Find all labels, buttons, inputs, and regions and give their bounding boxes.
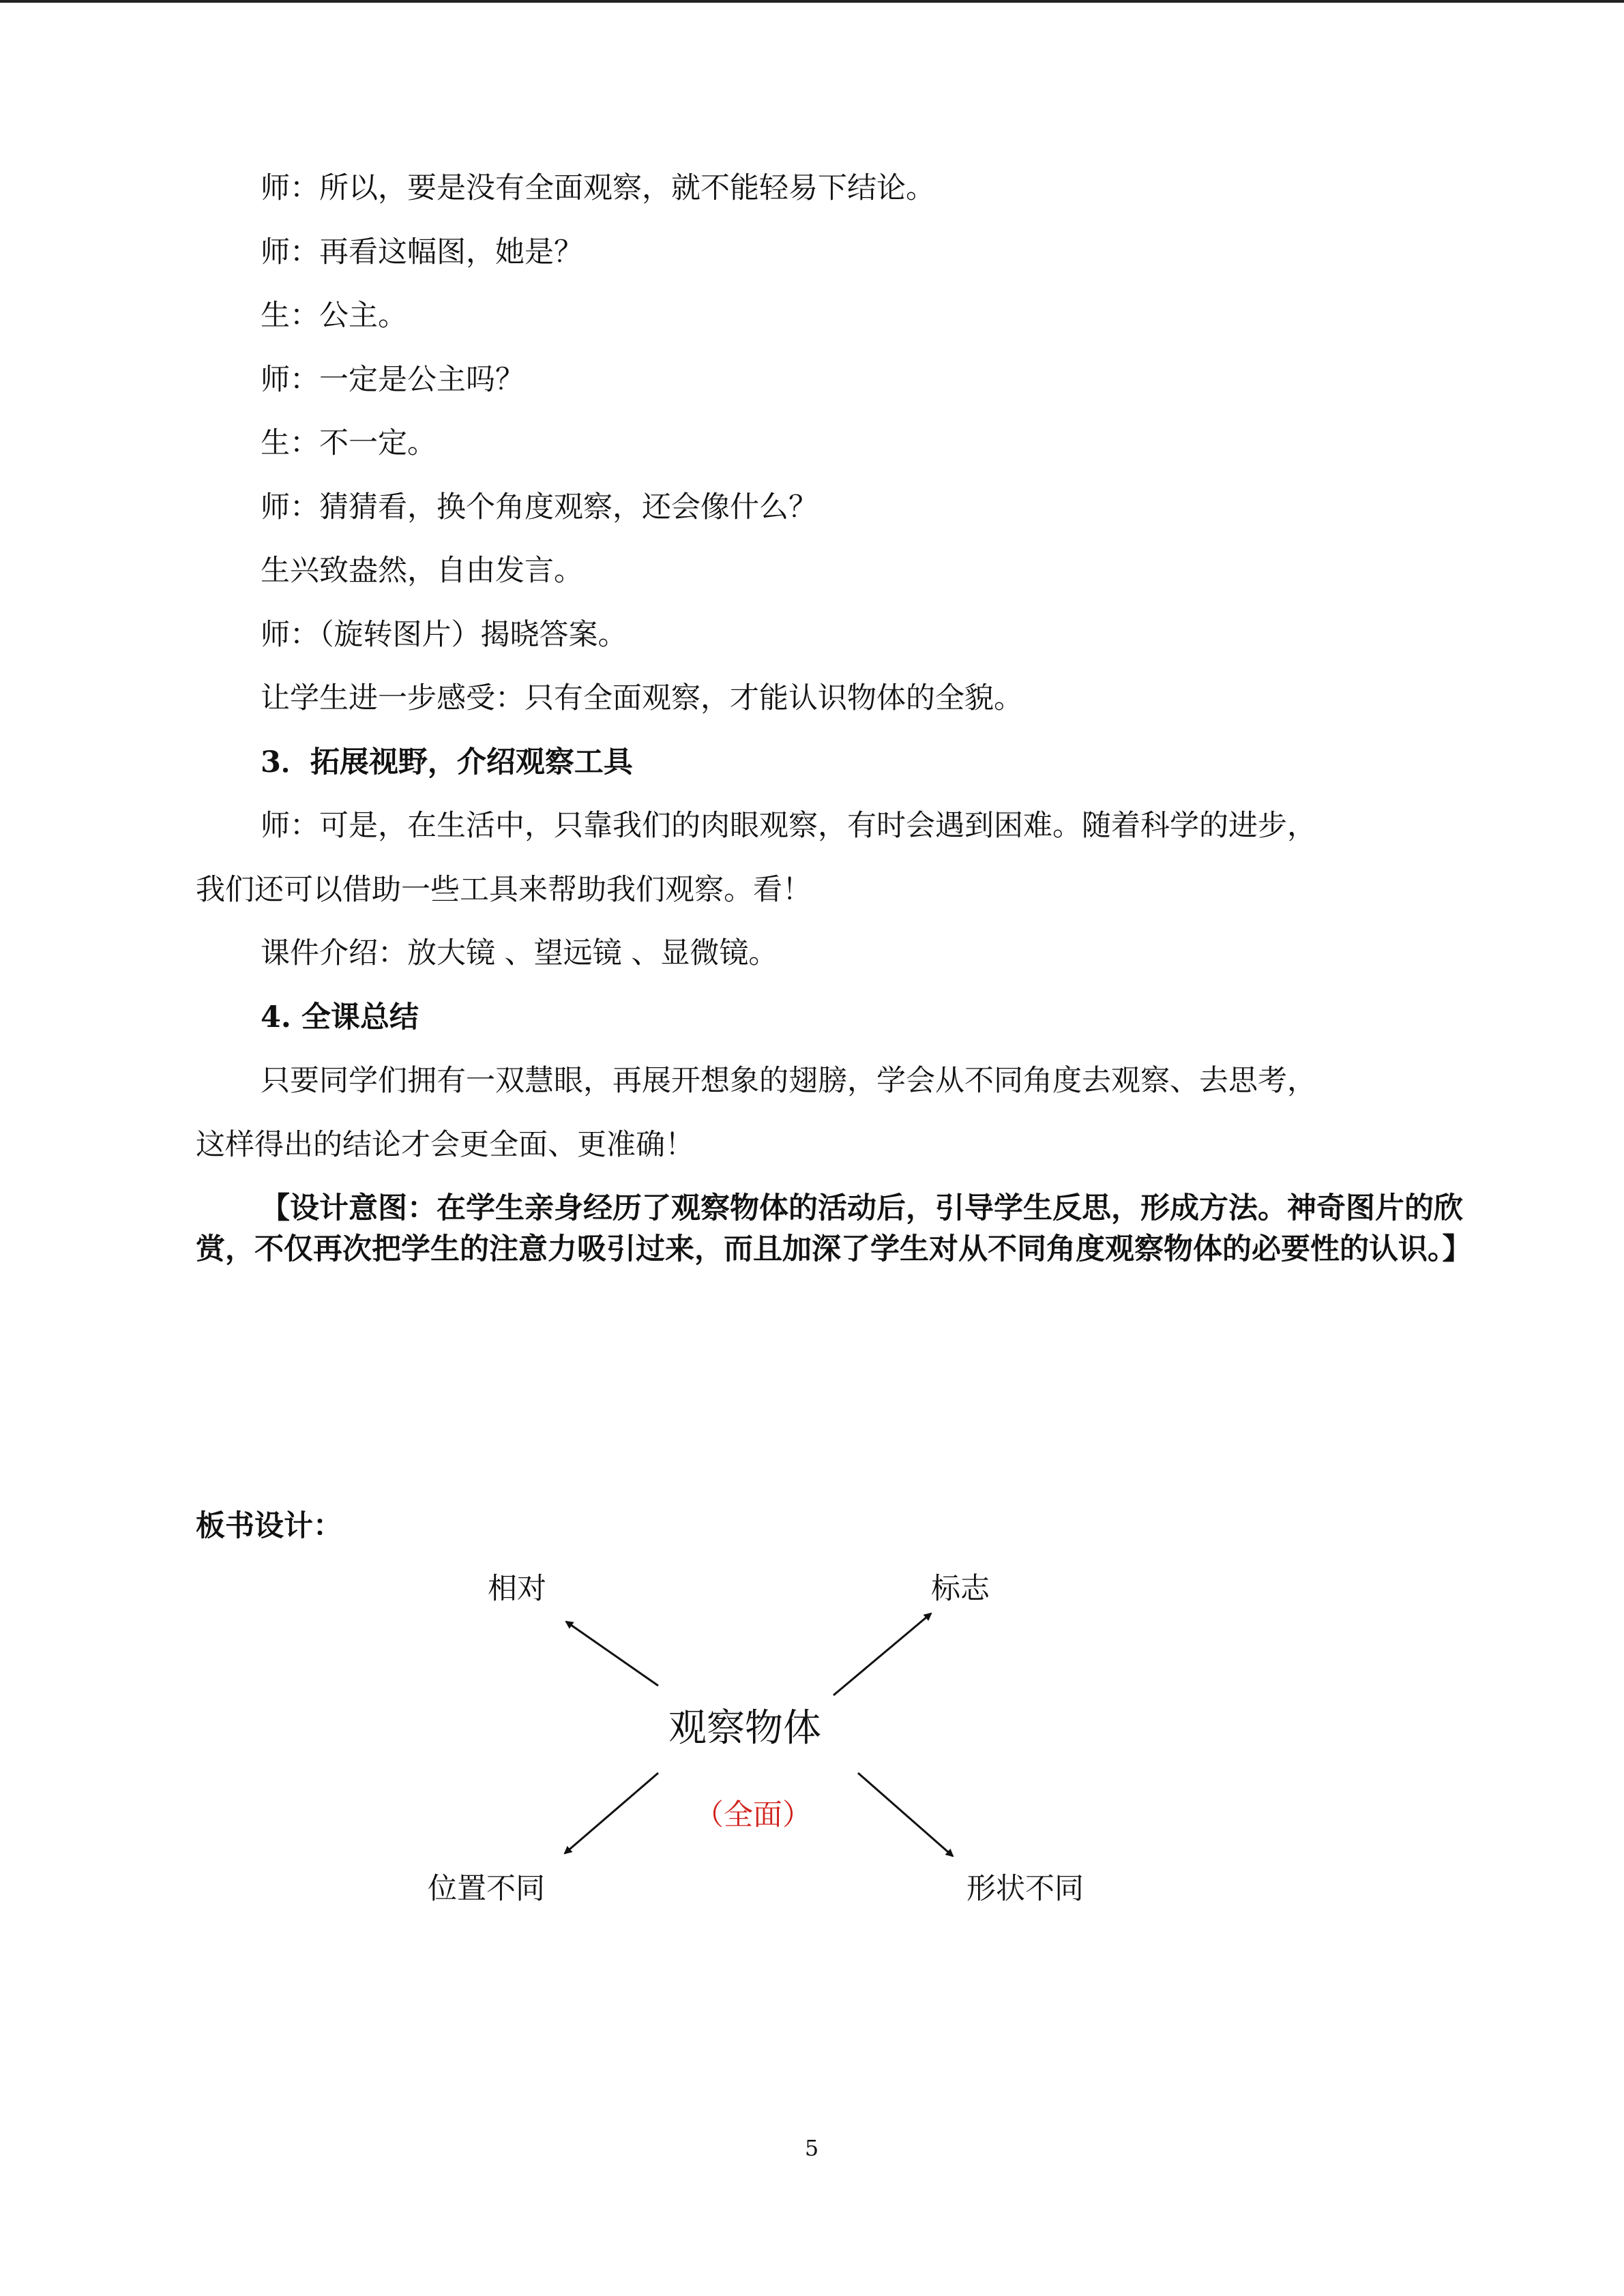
board-center-note: （全面） (694, 1798, 812, 1832)
board-center-topic: 观察物体 (668, 1706, 821, 1750)
dialogue-line: 生：公主。 (261, 299, 407, 333)
arrow-to-top-left (566, 1622, 658, 1686)
board-design-title: 板书设计： (196, 1509, 342, 1543)
section-heading-4: 4. 全课总结 (261, 1000, 419, 1034)
arrow-to-bottom-left (565, 1773, 658, 1853)
design-intent-note: 【设计意图：在学生亲身经历了观察物体的活动后，引导学生反思，形成方法。神奇图片的欣赏，不仅再次把学生的注意力吸引过来，而且加深了学生对从不同角度观察物体的必要性的认识。】 (196, 1191, 1472, 1266)
courseware-tools-line: 课件介绍：放大镜 、望远镜 、显微镜。 (261, 936, 778, 970)
dialogue-line: 生：不一定。 (261, 426, 437, 460)
dialogue-line: 师：一定是公主吗？ (261, 363, 525, 397)
page-number: 5 (804, 2135, 819, 2161)
dialogue-line: 师：再看这幅图，她是？ (261, 235, 583, 269)
arrow-to-top-right (833, 1613, 931, 1695)
dialogue-line-continued: 我们还可以借助一些工具来帮助我们观察。看！ (196, 873, 812, 907)
summary-line-continued: 这样得出的结论才会更全面、更准确！ (196, 1128, 694, 1162)
summary-line: 只要同学们拥有一双慧眼，再展开想象的翅膀，学会从不同角度去观察、去思考， (261, 1064, 1316, 1098)
arrow-to-bottom-right (858, 1773, 953, 1856)
dialogue-line: 师：猜猜看，换个角度观察，还会像什么？ (261, 490, 818, 524)
dialogue-line: 师：可是，在生活中，只靠我们的肉眼观察，有时会遇到困难。随着科学的进步， (261, 809, 1316, 843)
board-label-top-right: 标志 (931, 1572, 990, 1606)
dialogue-line: 师：（旋转图片）揭晓答案。 (261, 618, 628, 652)
page-top-border (0, 0, 1624, 3)
board-label-bottom-left: 位置不同 (428, 1872, 545, 1906)
dialogue-line: 让学生进一步感受：只有全面观察，才能认识物体的全貌。 (261, 681, 1023, 715)
dialogue-line: 生兴致盎然，自由发言。 (261, 554, 583, 588)
board-label-top-left: 相对 (488, 1572, 546, 1606)
section-heading-3: 3．拓展视野，介绍观察工具 (261, 745, 633, 779)
board-label-bottom-right: 形状不同 (966, 1872, 1084, 1906)
dialogue-line: 师：所以，要是没有全面观察，就不能轻易下结论。 (261, 171, 935, 205)
